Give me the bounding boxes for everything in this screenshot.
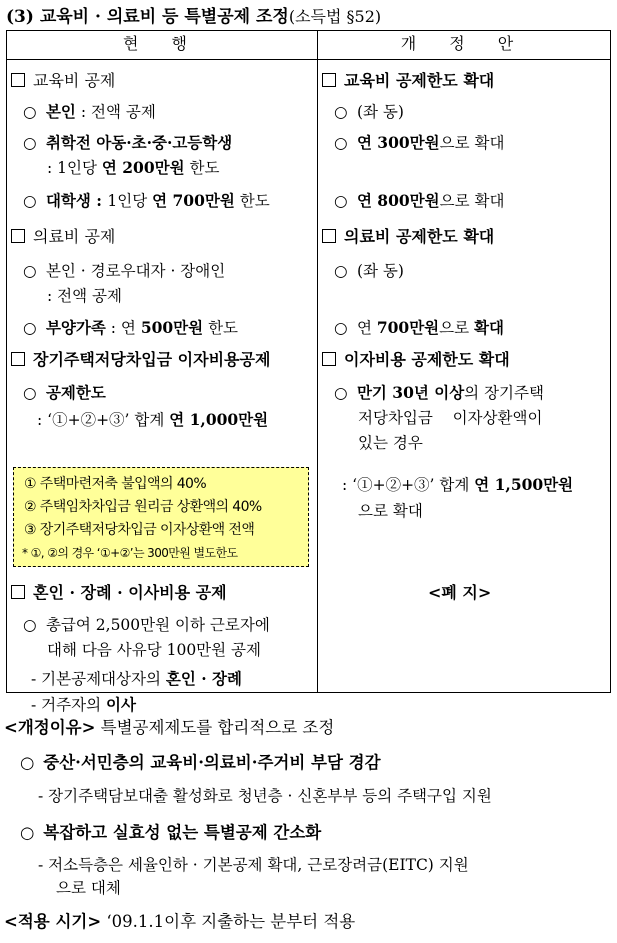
bullet-circle-icon: ○ [20, 823, 35, 842]
checkbox-icon [11, 585, 25, 599]
reason-point-1-detail: - 장기주택담보대출 활성화로 청년층 · 신혼부부 등의 주택구입 지원 [38, 787, 492, 805]
bullet-circle-icon: ○ [334, 192, 348, 210]
current-edu-item-3: ○ 대학생 : 1인당 연 700만원 한도 [23, 191, 270, 210]
note-line-4: * ①, ②의 경우 ‘①+②’는 300만원 별도한도 [22, 546, 238, 560]
current-edu-item-2: ○ 취학전 아동·초·중·고등학생 [23, 133, 233, 152]
current-house-heading: 장기주택저당차입금 이자비용공제 [11, 347, 270, 370]
revised-edu-item-1: ○ (좌 동) [334, 103, 404, 121]
current-med-item-2: ○ 부양가족 : 연 500만원 한도 [23, 318, 239, 337]
current-edu-heading: 교육비 공제 [11, 68, 115, 91]
revised-house-heading: 이자비용 공제한도 확대 [322, 347, 510, 370]
current-med-heading: 의료비 공제 [11, 224, 115, 247]
reason-point-1: ○ 중산·서민층의 교육비·의료비·주거비 부담 경감 [20, 753, 381, 772]
revised-med-heading: 의료비 공제한도 확대 [322, 224, 494, 247]
section-title: (3) 교육비 · 의료비 등 특별공제 조정(소득법 §52) [6, 7, 382, 27]
bullet-circle-icon: ○ [23, 616, 37, 634]
bullet-circle-icon: ○ [23, 103, 37, 121]
bullet-circle-icon: ○ [23, 262, 37, 280]
current-edu-item-1: ○ 본인 : 전액 공제 [23, 102, 156, 121]
revised-house-item-2: : ‘①+②+③’ 합계 연 1,500만원 [342, 475, 574, 494]
current-wedding-heading: 혼인 · 장례 · 이사비용 공제 [11, 580, 227, 603]
checkbox-icon [11, 73, 25, 87]
header-revised: 개 정 안 [318, 31, 611, 60]
revised-house-item-1b: 저당차입금 이자상환액이 [358, 409, 543, 427]
current-wedding-item-3: - 거주자의 이사 [31, 695, 136, 714]
bullet-circle-icon: ○ [334, 319, 348, 337]
checkbox-icon [11, 229, 25, 243]
note-line-2: ② 주택임차차입금 원리금 상환액의 40% [24, 499, 262, 515]
checkbox-icon [11, 352, 25, 366]
revised-edu-item-3: ○ 연 800만원으로 확대 [334, 191, 505, 210]
revised-column [318, 60, 610, 690]
current-edu-item-2-limit: : 1인당 연 200만원 한도 [47, 158, 220, 177]
bullet-circle-icon: ○ [23, 319, 37, 337]
checkbox-icon [322, 352, 336, 366]
apply-period: <적용 시기> ‘09.1.1이후 지출하는 분부터 적용 [4, 912, 356, 931]
current-wedding-item-1b: 대해 다음 사유당 100만원 공제 [47, 641, 261, 659]
current-wedding-item-1: ○ 총급여 2,500만원 이하 근로자에 [23, 616, 270, 634]
revised-house-item-2b: 으로 확대 [358, 502, 423, 520]
note-line-3: ③ 장기주택저당차입금 이자상환액 전액 [24, 522, 255, 538]
bullet-circle-icon: ○ [334, 103, 348, 121]
revised-wedding-abolished: <폐 지> [428, 583, 492, 602]
bullet-circle-icon: ○ [23, 134, 37, 152]
current-house-item-1: ○ 공제한도 [23, 383, 106, 402]
bullet-circle-icon: ○ [334, 384, 348, 402]
bullet-circle-icon: ○ [23, 384, 37, 402]
current-med-item-1-detail: : 전액 공제 [47, 287, 122, 305]
revised-edu-heading: 교육비 공제한도 확대 [322, 68, 494, 91]
checkbox-icon [322, 73, 336, 87]
revised-house-item-1c: 있는 경우 [358, 434, 423, 452]
reason-point-2: ○ 복잡하고 실효성 없는 특별공제 간소화 [20, 823, 322, 842]
revised-med-item-1: ○ (좌 동) [334, 262, 404, 280]
header-current: 현 행 [7, 31, 318, 60]
bullet-circle-icon: ○ [334, 262, 348, 280]
revised-edu-item-2: ○ 연 300만원으로 확대 [334, 133, 505, 152]
current-med-item-1: ○ 본인 · 경로우대자 · 장애인 [23, 262, 226, 280]
note-line-1: ① 주택마련저축 불입액의 40% [24, 476, 207, 492]
revised-med-item-2: ○ 연 700만원으로 확대 [334, 318, 504, 337]
reason-point-2-detail: - 저소득층은 세율인하 · 기본공제 확대, 근로장려금(EITC) 지원 [38, 856, 469, 874]
reason-point-2-detail-cont: 으로 대체 [56, 879, 121, 897]
reason-heading: <개정이유> 특별공제제도를 합리적으로 조정 [4, 718, 335, 737]
housing-deduction-note [13, 467, 309, 567]
revised-house-item-1: ○ 만기 30년 이상의 장기주택 [334, 383, 544, 402]
bullet-circle-icon: ○ [334, 134, 348, 152]
comparison-table [6, 30, 611, 714]
bullet-circle-icon: ○ [20, 753, 35, 772]
current-house-item-2: : ‘①+②+③’ 합계 연 1,000만원 [37, 410, 269, 429]
checkbox-icon [322, 229, 336, 243]
current-wedding-item-2: - 기본공제대상자의 혼인 · 장례 [31, 669, 242, 688]
bullet-circle-icon: ○ [23, 192, 37, 210]
current-column [7, 60, 317, 714]
